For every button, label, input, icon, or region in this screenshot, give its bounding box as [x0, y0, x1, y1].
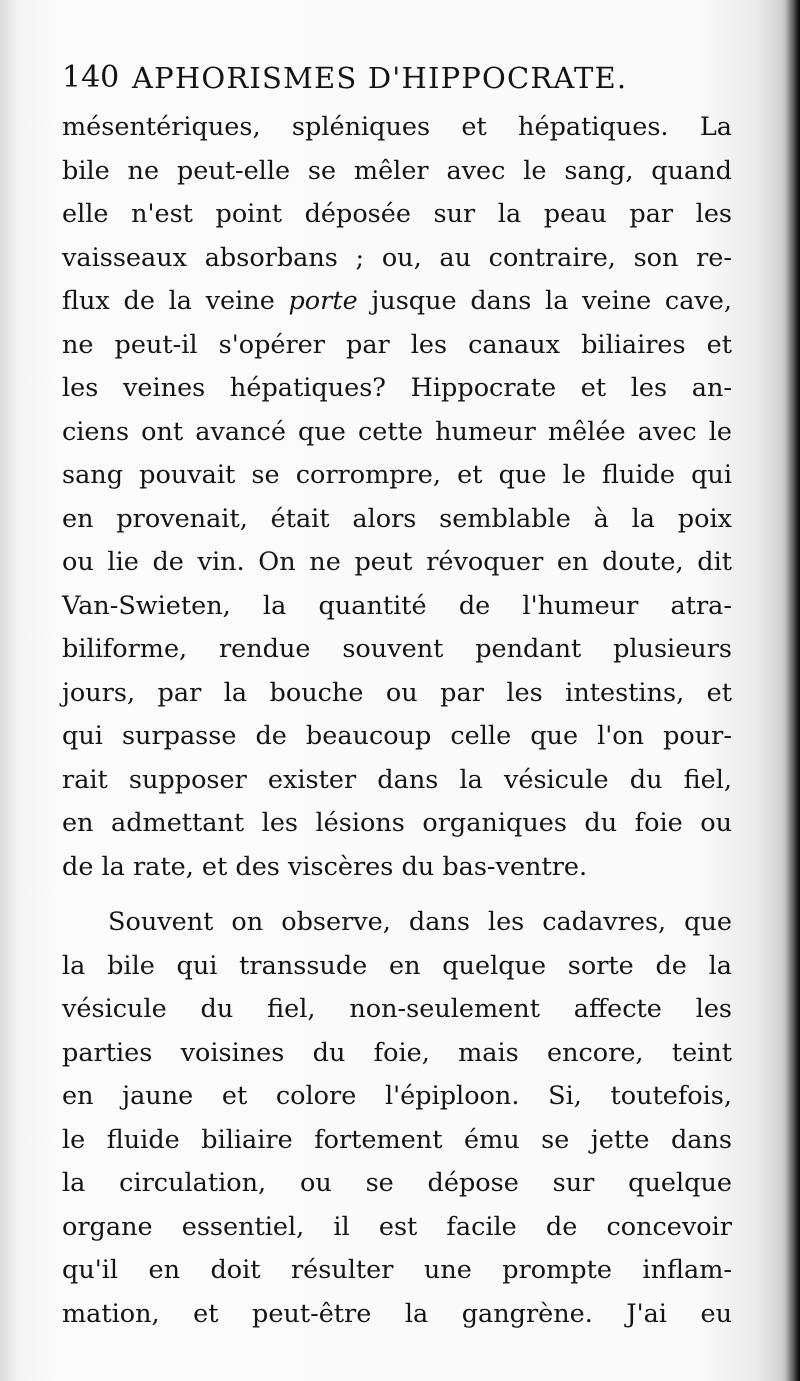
running-title: APHORISMES D'HIPPOCRATE.	[132, 61, 628, 95]
text-line: rait supposer exister dans la vésicule du fiel,	[62, 764, 732, 795]
body-text	[62, 106, 732, 1336]
text-line-with-italic	[62, 280, 732, 324]
text-line: elle n'est point déposée sur la peau par les	[62, 199, 732, 229]
page-number: 140	[62, 60, 120, 95]
text-line: le fluide biliaire fortement ému se jette dans	[62, 1124, 732, 1155]
text-line: la circulation, ou se dépose sur quelque	[62, 1168, 732, 1198]
text-line: en admettant les lésions organiques du foie ou	[62, 808, 732, 838]
text-line: mésentériques, spléniques et hépatiques. La	[62, 112, 732, 142]
text-line: sang pouvait se corrompre, et que le fluide qui	[62, 460, 732, 490]
text-line: biliforme, rendue souvent pendant plusieurs	[62, 634, 732, 664]
text-line: les veines hépatiques? Hippocrate et les an-	[62, 373, 732, 403]
paragraph-1	[62, 106, 732, 889]
text-line: ou lie de vin. On ne peut révoquer en doute, dit	[62, 547, 732, 577]
text-segment: flux de la veine	[62, 286, 275, 316]
text-line: mation, et peut-être la gangrène. J'ai eu	[62, 1298, 732, 1329]
paragraph-2	[62, 901, 732, 1336]
text-line: jours, par la bouche ou par les intestins, et	[62, 677, 732, 708]
text-line: en provenait, était alors semblable à la poix	[62, 503, 732, 534]
text-line: en jaune et colore l'épiploon. Si, toutefois,	[62, 1081, 732, 1111]
italic-word: porte	[288, 286, 358, 316]
text-line: Souvent on observe, dans les cadavres, que	[108, 907, 732, 937]
text-line: organe essentiel, il est facile de concevoir	[62, 1211, 732, 1242]
page-edge-shadow	[786, 0, 800, 1381]
text-line: parties voisines du foie, mais encore, teint	[62, 1037, 732, 1068]
text-line: qui surpasse de beaucoup celle que l'on pour-	[62, 721, 732, 751]
page-header	[62, 56, 742, 100]
text-line: vaisseaux absorbans ; ou, au contraire, son re-	[62, 242, 732, 273]
paragraph-gap	[62, 889, 732, 901]
text-line: ciens ont avancé que cette humeur mêlée avec le	[62, 416, 732, 447]
text-line: bile ne peut-elle se mêler avec le sang, quand	[62, 155, 732, 186]
text-line: Van-Swieten, la quantité de l'humeur atra-	[62, 590, 732, 621]
text-line: vésicule du fiel, non-seulement affecte les	[62, 994, 732, 1024]
text-segment: jusque dans la veine cave,	[371, 286, 733, 316]
text-line: la bile qui transsude en quelque sorte de la	[62, 950, 732, 981]
text-line: de la rate, et des viscères du bas-ventre.	[62, 851, 588, 882]
text-line: qu'il en doit résulter une prompte inflam-	[62, 1255, 732, 1285]
text-line: ne peut-il s'opérer par les canaux biliaires et	[62, 329, 732, 360]
